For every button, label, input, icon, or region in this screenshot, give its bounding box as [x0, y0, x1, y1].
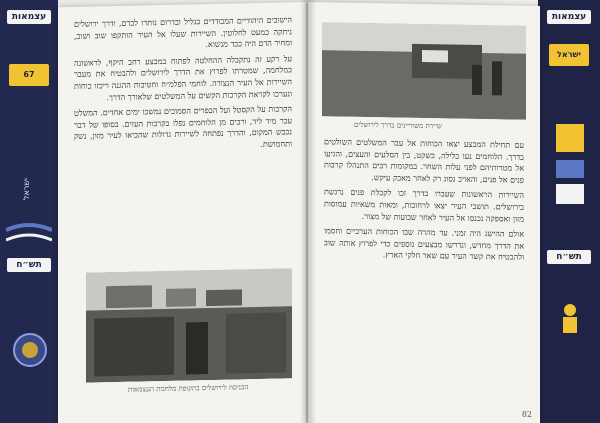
right-page-text — [324, 136, 524, 409]
left-page-photo — [86, 268, 292, 382]
left-page-text — [74, 14, 292, 267]
cover-emblem-icon — [550, 120, 590, 210]
left-photo-caption: הכניסה לירושלים בתקופת מלחמת העצמאות — [128, 383, 249, 394]
cover-badge-67: 67 — [9, 64, 49, 86]
historic-buildings-photo — [86, 268, 292, 382]
right-paragraph-2: השיירות הראשונות שעברו בדרך זכו לקבלת פנים נרגשת בירושלים. תושבי העיר יצאו לרחובות, ומאות משאיות עמוסות מזון ואספקה נכנסו אל העיר לאחר שבועות של מצור. — [324, 187, 524, 224]
right-paragraph-1: עם תחילת המבצע יצאו הכוחות אל עבר המשלטים השולטים בדרך. הלוחמים נעו בלילה, בשקט, בין הסלעים והעצים, והגיעו אל מטרותיהם לפני עלות השחר. במקומות רבים התנהלו קרבות פנים אל פנים, והאויב נסוג רק לאחר מאבק עיקש. — [324, 137, 524, 185]
right-photo-caption: שיירת משוריינים בדרך לירושלים — [354, 120, 442, 131]
cover-logo-top-left: עצמאות — [7, 10, 51, 24]
left-page — [58, 2, 306, 423]
book-gutter — [300, 0, 316, 423]
right-page-photo — [322, 22, 526, 120]
cover-logo-bottom-right: תש״ח — [547, 250, 591, 264]
cover-logo-top-right: עצמאות — [547, 10, 591, 24]
page-number: 82 — [521, 409, 532, 419]
cover-stripe-icon — [6, 220, 52, 250]
left-paragraph-3: הקרבות על הקסטל ועל הכפרים הסמוכים נמשכו ימים אחדים. המשלט עבר מיד ליד, ורבים מן הלוחמים נפלו בקרבות העזים. בסופו של דבר נכבש המקום, והדרך נפתחה לשיירות גדולות שהביאו לעיר מזון, נשק ותחמושת. — [74, 104, 292, 149]
cover-logo-bottom-left: תש״ח — [7, 258, 51, 272]
right-page — [308, 2, 540, 423]
armored-convoy-photo — [322, 22, 526, 120]
book-cover-left-edge — [0, 0, 58, 423]
cover-seal-icon — [10, 330, 50, 370]
book-cover-right-edge — [538, 0, 600, 423]
cover-figure-icon — [552, 300, 588, 336]
cover-badge-right: ישראל — [549, 44, 589, 66]
left-paragraph-1: הישובים היהודיים המבודדים בגליל ובדרום נותרו לבדם, ודרך ירושלים ניתקה כמעט לחלוטין. השיירות שעלו אל העיר הותקפו שוב ושוב, ומחיר הדם היה כבד מנשוא. — [74, 15, 292, 50]
cover-spine-label: ישראל — [22, 178, 31, 200]
right-paragraph-3: אולם ההישג היה זמני. עד מהרה שבו הכוחות הערביים וחסמו את הדרך מחדש, ונדרשו מבצעים נוספים כדי לפרוץ אותה שוב ולהבטיח את קשר העיר עם שאר חלקי הארץ. — [324, 226, 524, 263]
left-paragraph-2: על רקע זה נתקבלה ההחלטה לפתוח במבצע רחב היקף, לראשונה במלחמה, שמטרתו לפרוץ את הדרך לירושלים ולהבטיח את מעבר השיירות אל העיר הנצורה. לוחמי הפלמ״ח וחטיבות ההגנה ריכזו כוחות ונערכו לקראת הקרבות הקשים על המשלטים שלאורך הדרך. — [74, 54, 292, 102]
